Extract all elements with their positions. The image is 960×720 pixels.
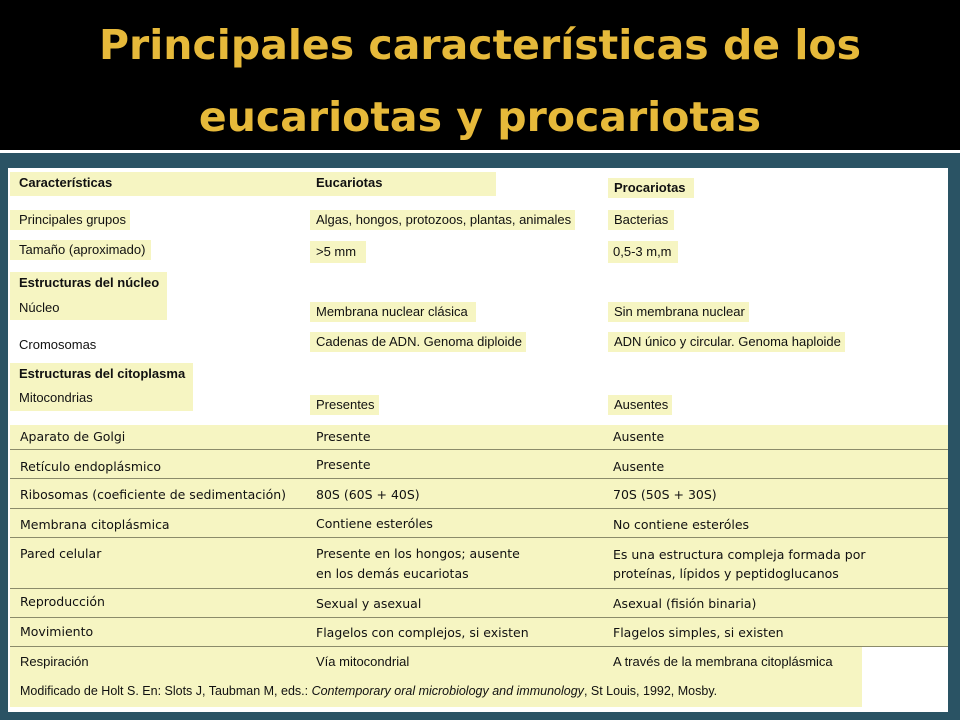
pared-eucariotas-line2: en los demás eucariotas [316,566,469,581]
cromosomas-label: Cromosomas [19,337,97,352]
grupos-eucariotas: Algas, hongos, protozoos, plantas, animales [310,210,575,230]
tamano-procariotas: 0,5-3 m,m [608,241,678,263]
respiracion-eucariotas: Vía mitocondrial [316,654,410,669]
grupos-procariotas: Bacterias [608,210,674,230]
tamano-eucariotas: >5 mm [310,241,366,263]
section-nucleo: Estructuras del núcleo [10,272,167,296]
ribosomas-procariotas: 70S (50S + 30S) [613,487,717,502]
grupos-label: Principales grupos [10,210,130,230]
header-caracteristicas: Características [10,172,311,196]
tamano-label: Tamaño (aproximado) [10,240,151,260]
mitocondrias-eucariotas: Presentes [310,395,379,415]
membrana-eucariotas: Contiene esteróles [316,516,433,531]
cromosomas-eucariotas: Cadenas de ADN. Genoma diploide [310,332,526,352]
golgi-procariotas: Ausente [613,429,665,444]
row-band-golgi [10,425,948,450]
pared-eucariotas-line1: Presente en los hongos; ausente [316,546,520,561]
source-title: Contemporary oral microbiology and immunology [311,684,584,698]
reticulo-eucariotas: Presente [316,457,371,472]
movimiento-procariotas: Flagelos simples, si existen [613,625,784,640]
reproduccion-eucariotas: Sexual y asexual [316,596,422,611]
nucleo-procariotas: Sin membrana nuclear [608,302,749,322]
row-band-reproduccion [10,589,948,618]
reticulo-label: Retículo endoplásmico [20,459,162,474]
movimiento-eucariotas: Flagelos con complejos, si existen [316,625,529,640]
reticulo-procariotas: Ausente [613,459,665,474]
mitocondrias-label: Mitocondrias [10,387,193,411]
header-eucariotas: Eucariotas [310,172,496,196]
ribosomas-eucariotas: 80S (60S + 40S) [316,487,420,502]
source-suffix: , St Louis, 1992, Mosby. [583,684,718,698]
cromosomas-procariotas: ADN único y circular. Genoma haploide [608,332,845,352]
reproduccion-label: Reproducción [20,594,105,609]
golgi-label: Aparato de Golgi [20,429,126,444]
source-prefix: Modificado de Holt S. En: Slots J, Taubman M, eds.: [20,684,312,698]
header-procariotas: Procariotas [608,178,694,198]
respiracion-procariotas: A través de la membrana citoplásmica [613,654,833,669]
respiracion-label: Respiración [20,654,89,669]
slide-title-line-2: eucariotas y procariotas [198,93,762,141]
golgi-eucariotas: Presente [316,429,371,444]
reproduccion-procariotas: Asexual (fisión binaria) [613,596,757,611]
pared-procariotas-line1: Es una estructura compleja formada por [613,547,866,562]
mitocondrias-procariotas: Ausentes [608,395,672,415]
movimiento-label: Movimiento [20,624,94,639]
nucleo-label: Núcleo [10,296,167,320]
section-citoplasma: Estructuras del citoplasma [10,363,193,387]
membrana-procariotas: No contiene esteróles [613,517,750,532]
slide-title-line-1: Principales características de los [98,21,862,69]
title-divider [0,150,960,153]
membrana-label: Membrana citoplásmica [20,517,170,532]
nucleo-eucariotas: Membrana nuclear clásica [310,302,476,322]
pared-procariotas-line2: proteínas, lípidos y peptidoglucanos [613,566,839,581]
source-citation [20,683,717,700]
ribosomas-label: Ribosomas (coeficiente de sedimentación) [20,487,287,502]
pared-label: Pared celular [20,546,102,561]
